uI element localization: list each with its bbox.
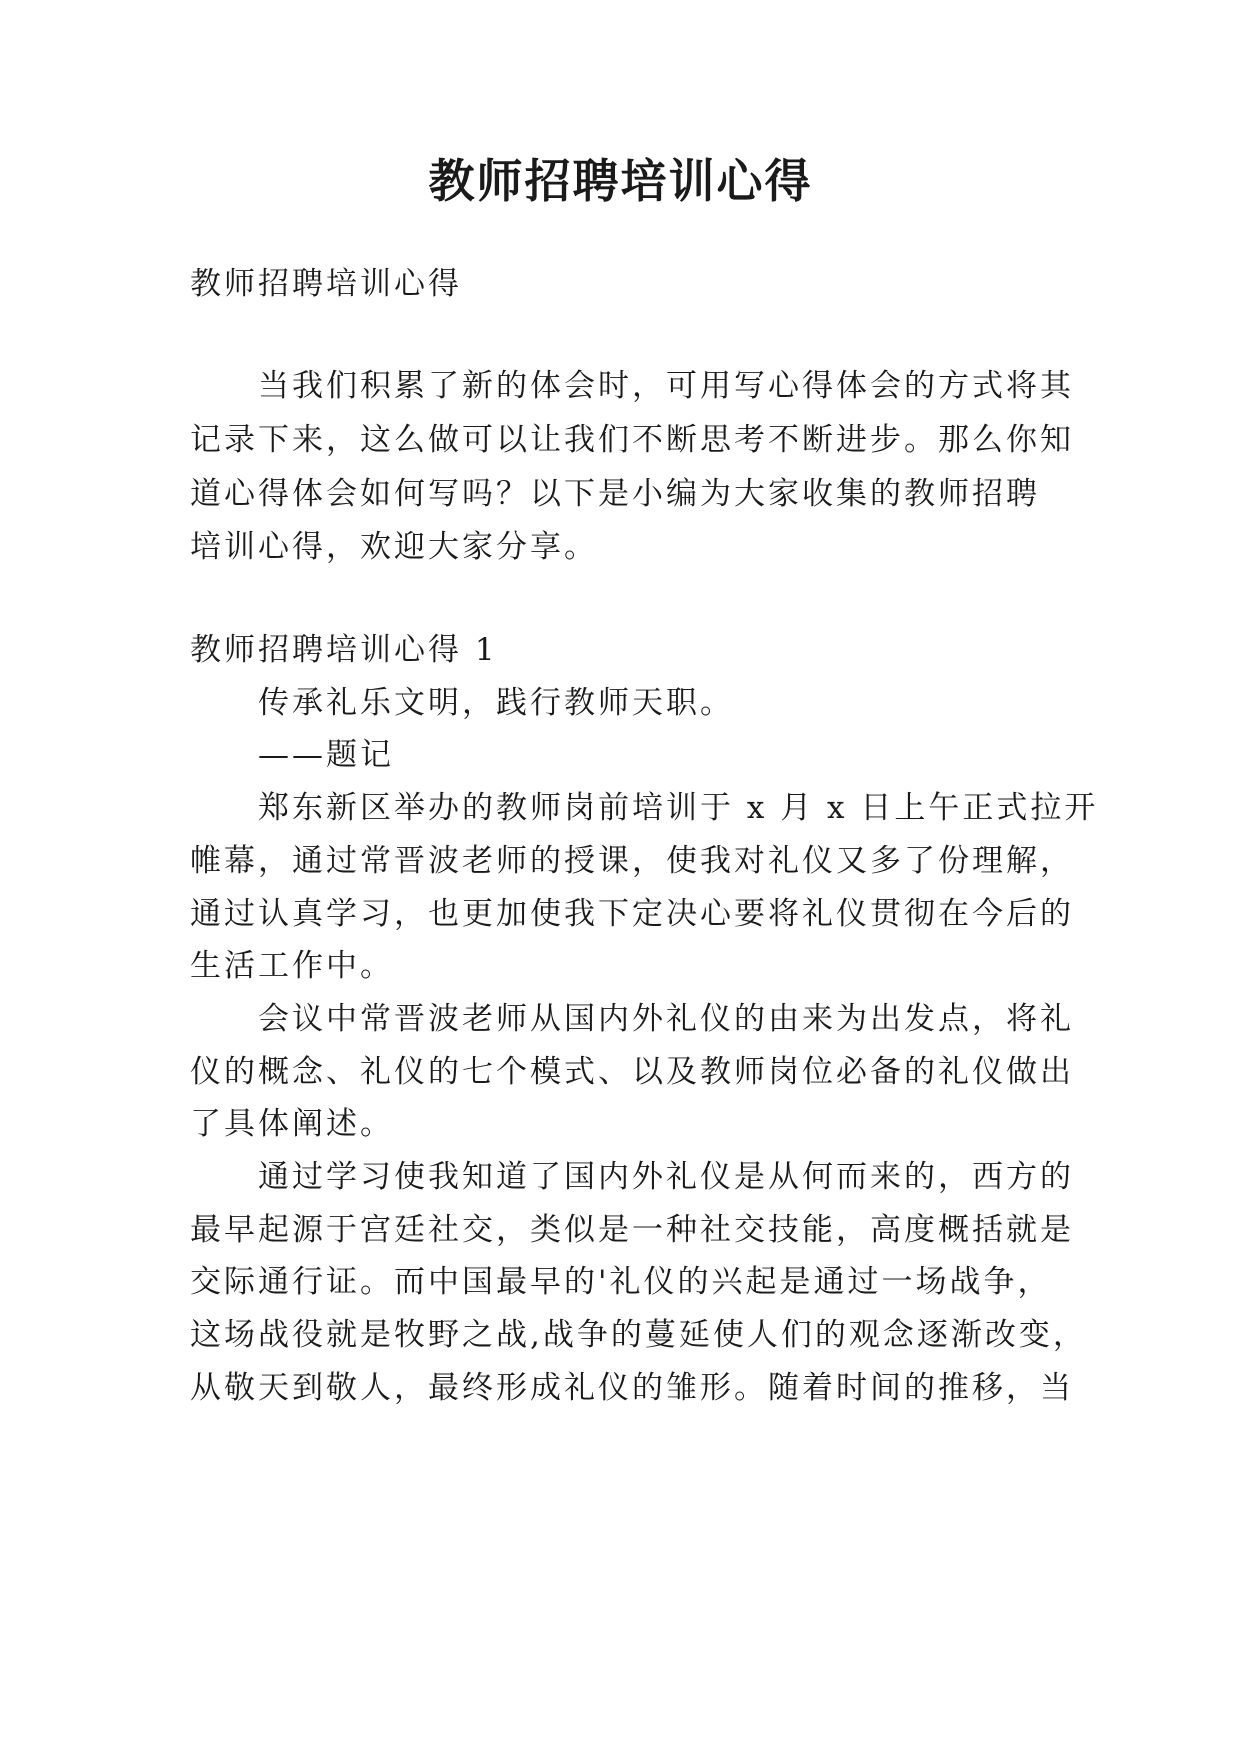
paragraph3-line-4: 这场战役就是牧野之战,战争的蔓延使人们的观念逐渐改变， (190, 1317, 1087, 1353)
motto-attribution: ——题记 (258, 737, 394, 773)
paragraph3-line-5: 从敬天到敬人，最终形成礼仪的雏形。随着时间的推移，当 (190, 1370, 1074, 1406)
paragraph3-line-1: 通过学习使我知道了国内外礼仪是从何而来的，西方的 (258, 1159, 1074, 1195)
paragraph1-line-2: 帷幕，通过常晋波老师的授课，使我对礼仪又多了份理解， (190, 843, 1074, 879)
intro-line-3: 道心得体会如何写吗？以下是小编为大家收集的教师招聘 (190, 476, 1040, 512)
section-heading: 教师招聘培训心得 1 (190, 632, 498, 668)
paragraph1-line-4: 生活工作中。 (190, 948, 394, 984)
paragraph1-line-3: 通过认真学习，也更加使我下定决心要将礼仪贯彻在今后的 (190, 896, 1074, 932)
paragraph2-line-3: 了具体阐述。 (190, 1106, 394, 1142)
document-title: 教师招聘培训心得 (428, 154, 813, 208)
document-subtitle: 教师招聘培训心得 (190, 266, 462, 302)
paragraph2-line-1: 会议中常晋波老师从国内外礼仪的由来为出发点，将礼 (258, 1001, 1074, 1037)
intro-line-4: 培训心得，欢迎大家分享。 (190, 529, 598, 565)
paragraph2-line-2: 仪的概念、礼仪的七个模式、以及教师岗位必备的礼仪做出 (190, 1054, 1074, 1090)
motto: 传承礼乐文明，践行教师天职。 (258, 685, 734, 721)
intro-line-1: 当我们积累了新的体会时，可用写心得体会的方式将其 (258, 368, 1074, 404)
paragraph3-line-2: 最早起源于宫廷社交，类似是一种社交技能，高度概括就是 (190, 1212, 1074, 1248)
paragraph3-line-3: 交际通行证。而中国最早的'礼仪的兴起是通过一场战争， (190, 1264, 1052, 1300)
paragraph1-line-1: 郑东新区举办的教师岗前培训于 x 月 x 日上午正式拉开 (258, 790, 1099, 826)
intro-line-2: 记录下来，这么做可以让我们不断思考不断进步。那么你知 (190, 422, 1074, 458)
